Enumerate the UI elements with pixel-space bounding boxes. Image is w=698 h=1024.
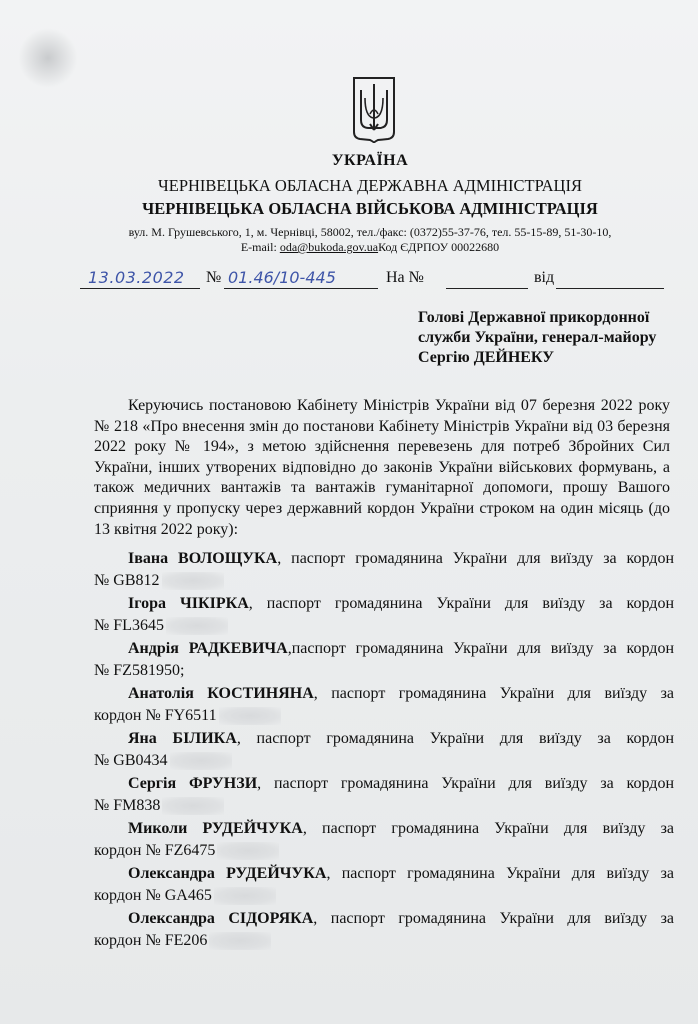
person-entry	[94, 548, 674, 592]
person-entry	[94, 683, 674, 727]
person-last-name: ФРУНЗИ	[188, 775, 258, 792]
passport-number: № FL3645	[94, 617, 164, 634]
email-prefix: E-mail:	[240, 240, 280, 254]
passport-prefix: кордон	[94, 887, 146, 904]
person-first-name: Сергія	[128, 775, 177, 792]
person-name-line	[94, 818, 674, 840]
person-first-name: Ігора	[128, 595, 166, 612]
person-passport-desc: , паспорт громадянина України для виїзду за кордон	[277, 550, 675, 567]
passport-prefix: кордон	[94, 707, 146, 724]
address-line: вул. М. Грушевського, 1, м. Чернівці, 58002, тел./факс: (0372)55-37-76, тел. 55-15-89, 51-30-10,	[128, 225, 612, 239]
redaction-blur	[170, 752, 232, 770]
passport-number: № GB812	[94, 572, 160, 589]
redaction-blur	[209, 932, 271, 950]
person-name-line	[94, 863, 674, 885]
person-entry	[94, 818, 674, 862]
person-entry	[94, 908, 674, 952]
person-name-line	[94, 908, 674, 930]
person-passport-desc: , паспорт громадянина України для виїзду за	[313, 910, 675, 927]
registration-line	[80, 268, 670, 292]
person-name-line	[94, 638, 674, 660]
email-line	[60, 240, 680, 255]
passport-number: № FM838	[94, 797, 161, 814]
person-name-line	[94, 683, 674, 705]
person-entry	[94, 593, 674, 637]
addressee-line: служби України, генерал-майору	[418, 329, 657, 346]
addressee-line: Голові Державної прикордонної	[418, 309, 650, 326]
redaction-blur	[219, 707, 281, 725]
person-first-name: Анатолія	[128, 685, 194, 702]
date-underline	[80, 288, 200, 289]
redaction-blur	[166, 617, 228, 635]
body-paragraph	[94, 396, 670, 540]
person-name-line	[94, 773, 674, 795]
person-passport-line	[94, 795, 674, 817]
number-label: №	[206, 269, 222, 286]
person-passport-line	[94, 570, 674, 592]
person-first-name: Андрія	[128, 640, 179, 657]
reply-to-number-label: На №	[386, 269, 424, 286]
redaction-blur	[18, 28, 78, 88]
person-passport-line	[94, 615, 674, 637]
reply-date-label: від	[534, 269, 555, 286]
person-first-name: Яна	[128, 730, 157, 747]
passport-number: № GB0434	[94, 752, 168, 769]
person-passport-desc: , паспорт громадянина України для виїзду за кордон	[248, 595, 675, 612]
reply-date-underline	[556, 288, 664, 289]
person-passport-line	[94, 705, 674, 727]
person-passport-desc: , паспорт громадянина України для виїзду за кордон	[236, 730, 675, 747]
redaction-blur	[214, 887, 276, 905]
addressee-block	[418, 308, 688, 368]
person-passport-desc: , паспорт громадянина України для виїзду за кордон	[257, 775, 675, 792]
registration-number: 01.46/10-445	[228, 268, 336, 287]
person-last-name: КОСТИНЯНА	[207, 685, 314, 702]
body-paragraph-text: Керуючись постановою Кабінету Міністрів України від 07 березня 2022 року № 218 «Про внесення змін до постанови Кабінету Міністрів України від 03 березня 2022 року № 194», з метою здійснення перевезень для потреб Збройних Сил України, інших утворених відповідно до законів України військових формувань, а також медичних вантажів та вантажів гуманітарної допомоги, прошу Вашого сприяння у пропуску через державний кордон України строком на один місяць (до 13 квітня 2022 року):	[94, 397, 670, 538]
person-entry	[94, 773, 674, 817]
person-passport-line	[94, 660, 674, 682]
passport-number: № GA465	[145, 887, 212, 904]
person-name-line	[94, 548, 674, 570]
person-last-name: РУДЕЙЧУКА	[226, 865, 327, 882]
person-last-name: БІЛИКА	[172, 730, 237, 747]
person-passport-line	[94, 885, 674, 907]
person-first-name: Олександра	[128, 910, 215, 927]
person-last-name: ВОЛОЩУКА	[178, 550, 278, 567]
person-entry	[94, 638, 674, 682]
passport-number: № FE206	[145, 932, 208, 949]
person-passport-desc: , паспорт громадянина України для виїзду за	[302, 820, 674, 837]
person-entry	[94, 728, 674, 772]
person-last-name: РАДКЕВИЧА	[188, 640, 288, 657]
person-last-name: РУДЕЙЧУКА	[202, 820, 303, 837]
passport-prefix: кордон	[94, 932, 146, 949]
person-passport-desc: , паспорт громадянина України для виїзду за	[313, 685, 675, 702]
passport-prefix: кордон	[94, 842, 146, 859]
number-underline	[224, 288, 378, 289]
trident-emblem-icon	[351, 76, 397, 144]
edrpou-code: Код ЄДРПОУ 00022680	[378, 240, 500, 254]
addressee-line: Сергію ДЕЙНЕКУ	[418, 349, 554, 366]
person-passport-line	[94, 840, 674, 862]
person-last-name: СІДОРЯКА	[228, 910, 314, 927]
oda-title: ЧЕРНІВЕЦЬКА ОБЛАСНА ДЕРЖАВНА АДМІНІСТРАЦІЯ	[158, 176, 582, 195]
person-passport-desc: ,паспорт громадянина України для виїзду за кордон	[287, 640, 674, 657]
country-title: УКРАЇНА	[331, 152, 409, 169]
reply-number-underline	[446, 288, 528, 289]
person-name-line	[94, 593, 674, 615]
ova-title: ЧЕРНІВЕЦЬКА ОБЛАСНА ВІЙСЬКОВА АДМІНІСТРАЦІЯ	[142, 199, 598, 218]
person-passport-line	[94, 930, 674, 952]
email-link[interactable]: oda@bukoda.gov.ua	[279, 240, 379, 254]
person-name-line	[94, 728, 674, 750]
redaction-blur	[217, 842, 279, 860]
passport-number: № FZ581950;	[94, 662, 185, 679]
person-passport-desc: , паспорт громадянина України для виїзду за	[326, 865, 675, 882]
person-first-name: Олександра	[128, 865, 215, 882]
redaction-blur	[162, 797, 224, 815]
person-last-name: ЧІКІРКА	[180, 595, 249, 612]
redaction-blur	[162, 572, 224, 590]
person-entry	[94, 863, 674, 907]
registration-date: 13.03.2022	[88, 268, 185, 287]
person-passport-line	[94, 750, 674, 772]
passport-number: № FZ6475	[145, 842, 216, 859]
passport-number: № FY6511	[145, 707, 217, 724]
person-first-name: Івана	[128, 550, 169, 567]
person-first-name: Миколи	[128, 820, 188, 837]
